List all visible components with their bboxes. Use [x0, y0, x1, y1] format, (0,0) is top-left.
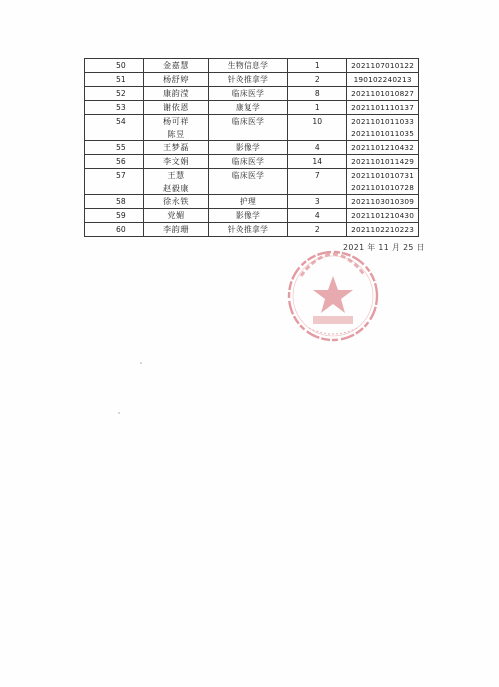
major-cell — [208, 141, 287, 155]
student-id: 2021101010728 — [351, 183, 415, 192]
row-number-cell — [85, 87, 144, 101]
count-value: 14 — [312, 157, 323, 166]
roster-table — [84, 58, 419, 237]
student-id: 2021101210432 — [351, 143, 415, 152]
student-id: 2021101010731 — [351, 171, 415, 180]
major-cell — [208, 101, 287, 115]
major-name: 生物信息学 — [227, 61, 269, 70]
row-number: 52 — [116, 89, 126, 98]
major-name: 针灸推拿学 — [227, 75, 269, 84]
major-cell — [208, 73, 287, 87]
major-cell — [208, 223, 287, 237]
row-number: 51 — [116, 75, 126, 84]
major-cell — [208, 209, 287, 223]
student-name: 谢依恩 — [162, 102, 190, 112]
document-date: 2021 年 11 月 25 日 — [343, 243, 425, 252]
table-row — [85, 141, 419, 155]
student-id: 2021103010309 — [351, 197, 415, 206]
student-id-cell — [347, 195, 419, 209]
major-name: 护理 — [239, 197, 257, 206]
student-name: 金嘉慧 — [162, 60, 190, 70]
name-cell — [144, 223, 208, 237]
student-id-cell — [347, 209, 419, 223]
count-value: 10 — [312, 117, 323, 126]
table-row — [85, 155, 419, 169]
student-id: 2021101011033 — [351, 117, 415, 126]
name-cell — [144, 155, 208, 169]
student-name: 李文娟 — [162, 156, 190, 166]
student-name: 康韵滢 — [162, 88, 190, 98]
student-id: 2021101011035 — [351, 129, 415, 138]
row-number-cell — [85, 141, 144, 155]
major-name: 影像学 — [235, 143, 261, 152]
row-number: 59 — [116, 211, 126, 220]
row-number-cell — [85, 223, 144, 237]
count-cell — [288, 115, 347, 141]
major-name: 临床医学 — [231, 157, 265, 166]
student-name: 杨可祥 — [162, 116, 190, 126]
row-number-cell — [85, 115, 144, 141]
student-id: 2021107010122 — [351, 61, 415, 70]
row-number-cell — [85, 101, 144, 115]
major-cell — [208, 155, 287, 169]
row-number-cell — [85, 155, 144, 169]
name-cell — [144, 209, 208, 223]
student-id-cell — [347, 101, 419, 115]
count-cell — [288, 209, 347, 223]
table-row — [85, 59, 419, 73]
student-name: 党媚 — [167, 210, 185, 220]
table-row — [85, 223, 419, 237]
table-row — [85, 169, 419, 195]
table-row — [85, 115, 419, 141]
row-number-cell — [85, 73, 144, 87]
major-cell — [208, 115, 287, 141]
student-id: 2021101110137 — [351, 103, 415, 112]
row-number: 50 — [116, 61, 126, 70]
student-id-cell — [347, 115, 419, 141]
major-cell — [208, 195, 287, 209]
count-value: 3 — [314, 197, 320, 206]
major-cell — [208, 59, 287, 73]
row-number: 58 — [116, 197, 126, 206]
count-cell — [288, 73, 347, 87]
major-name: 临床医学 — [231, 171, 265, 180]
count-value: 7 — [314, 171, 320, 180]
row-number: 56 — [116, 157, 126, 166]
row-number: 53 — [116, 103, 126, 112]
student-id-cell — [347, 141, 419, 155]
name-cell — [144, 169, 208, 195]
table-row — [85, 209, 419, 223]
major-name: 临床医学 — [231, 117, 265, 126]
count-cell — [288, 169, 347, 195]
student-id-cell — [347, 87, 419, 101]
count-cell — [288, 141, 347, 155]
name-cell — [144, 141, 208, 155]
major-name: 针灸推拿学 — [227, 225, 269, 234]
row-number-cell — [85, 195, 144, 209]
count-value: 4 — [314, 143, 320, 152]
count-value: 2 — [314, 225, 320, 234]
table-row — [85, 101, 419, 115]
row-number: 54 — [116, 117, 126, 126]
student-id: 2021101210430 — [351, 211, 415, 220]
count-cell — [288, 101, 347, 115]
row-number-cell — [85, 59, 144, 73]
student-id: 2021102210223 — [351, 225, 415, 234]
count-cell — [288, 195, 347, 209]
count-value: 1 — [314, 61, 320, 70]
major-cell — [208, 87, 287, 101]
count-value: 2 — [314, 75, 320, 84]
student-name: 李韵珊 — [162, 224, 190, 234]
count-cell — [288, 59, 347, 73]
student-name: 王梦磊 — [162, 142, 190, 152]
student-id-cell — [347, 73, 419, 87]
name-cell — [144, 115, 208, 141]
name-cell — [144, 73, 208, 87]
row-number: 60 — [116, 225, 126, 234]
table-row — [85, 87, 419, 101]
major-cell — [208, 169, 287, 195]
row-number-cell — [85, 209, 144, 223]
major-name: 康复学 — [235, 103, 261, 112]
major-name: 影像学 — [235, 211, 261, 220]
student-id: 2021101011429 — [351, 157, 415, 166]
count-value: 8 — [314, 89, 320, 98]
name-cell — [144, 101, 208, 115]
student-name: 徐永铁 — [162, 196, 190, 206]
major-name: 临床医学 — [231, 89, 265, 98]
scan-speck — [140, 362, 142, 364]
student-id: 190102240213 — [353, 75, 412, 84]
name-cell — [144, 195, 208, 209]
student-name: 王慧 — [167, 170, 185, 180]
count-cell — [288, 155, 347, 169]
student-id: 2021101010827 — [351, 89, 415, 98]
count-cell — [288, 223, 347, 237]
student-id-cell — [347, 155, 419, 169]
row-number-cell — [85, 169, 144, 195]
student-id-cell — [347, 59, 419, 73]
row-number: 57 — [116, 171, 126, 180]
name-cell — [144, 87, 208, 101]
table-row — [85, 73, 419, 87]
row-number: 55 — [116, 143, 126, 152]
count-value: 1 — [314, 103, 320, 112]
official-seal-icon — [285, 246, 381, 346]
student-name: 赵毅康 — [162, 183, 190, 193]
scan-speck — [118, 412, 120, 414]
student-id-cell — [347, 169, 419, 195]
name-cell — [144, 59, 208, 73]
student-name: 杨舒婷 — [162, 74, 190, 84]
count-cell — [288, 87, 347, 101]
count-value: 4 — [314, 211, 320, 220]
table-row — [85, 195, 419, 209]
student-id-cell — [347, 223, 419, 237]
student-name: 陈昱 — [167, 129, 185, 139]
